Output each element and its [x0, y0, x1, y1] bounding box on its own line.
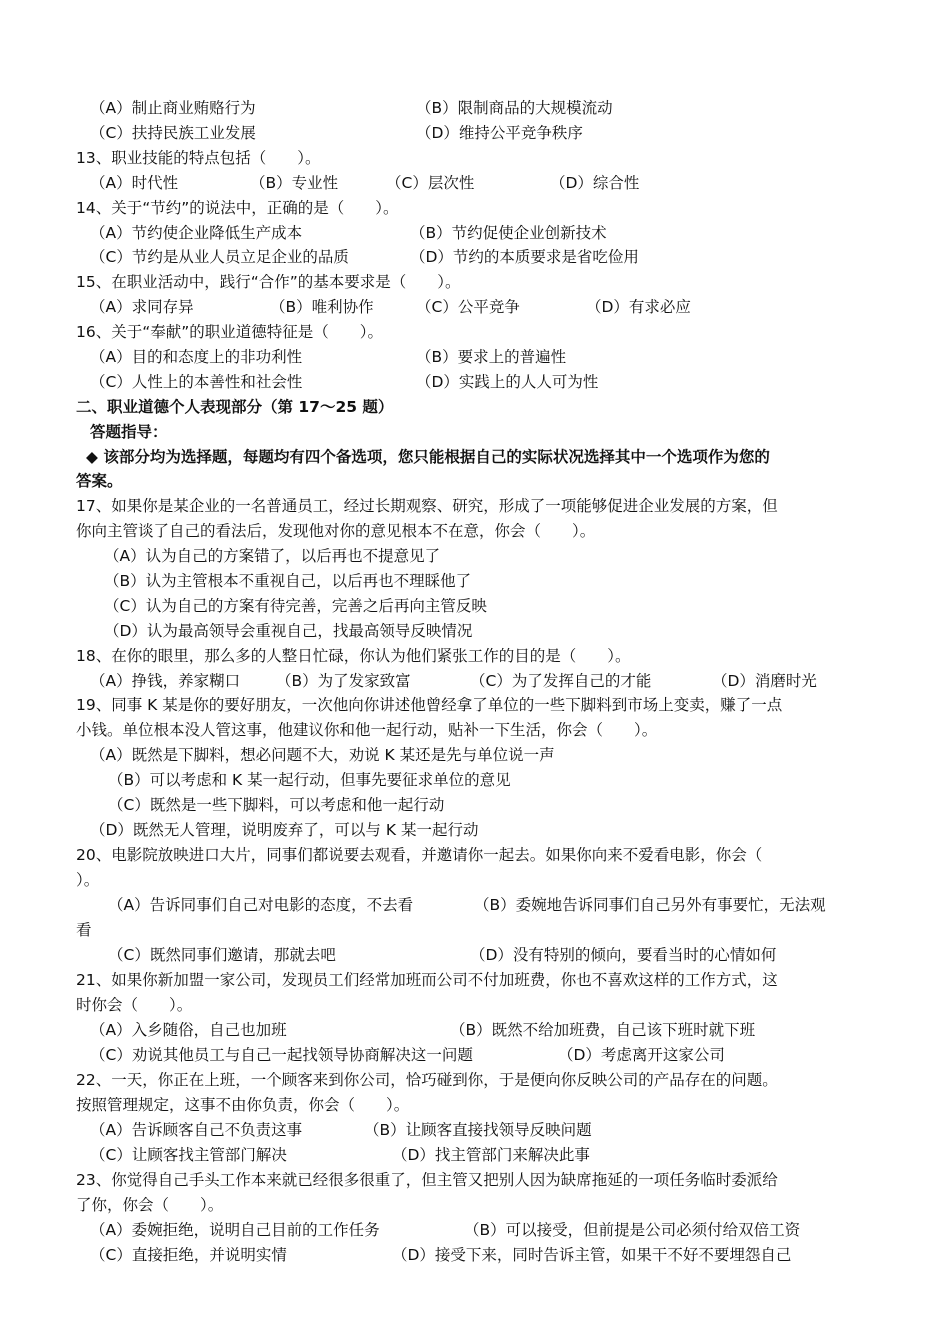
q17-option-a: （A）认为自己的方案错了，以后再也不提意见了 [104, 547, 441, 565]
q19-option-c: （C）既然是一些下脚料，可以考虑和他一起行动 [108, 796, 445, 814]
instruction-line-2: 答案。 [76, 472, 123, 490]
q18-option-d: （D）消磨时光 [712, 672, 817, 690]
q23-option-d: （D）接受下来，同时告诉主管，如果干不好不要埋怨自己 [392, 1246, 792, 1264]
q16-option-c: （C）人性上的本善性和社会性 [90, 373, 303, 391]
q22-option-d: （D）找主管部门来解决此事 [392, 1146, 590, 1164]
q19-option-a: （A）既然是下脚料，想必问题不大，劝说 K 某还是先与单位说一声 [90, 746, 555, 764]
q12-option-d: （D）维持公平竞争秩序 [416, 124, 583, 142]
q21-stem-line-1: 21、如果你新加盟一家公司，发现员工们经常加班而公司不付加班费，你也不喜欢这样的工作方式，这 [76, 971, 778, 989]
q18-option-a: （A）挣钱，养家糊口 [90, 672, 241, 690]
q22-stem-line-1: 22、一天，你正在上班，一个顾客来到你公司，恰巧碰到你，于是便向你反映公司的产品存在的问题。 [76, 1071, 778, 1089]
q14-stem: 14、关于“节约”的说法中，正确的是（ ）。 [76, 199, 399, 217]
q14-option-a: （A）节约使企业降低生产成本 [90, 224, 303, 242]
q14-option-c: （C）节约是从业人员立足企业的品质 [90, 248, 349, 266]
q15-option-b: （B）唯利协作 [270, 298, 374, 316]
q20-option-d: （D）没有特别的倾向，要看当时的心情如何 [470, 946, 777, 964]
q20-stem-line-2: ）。 [76, 871, 100, 889]
q13-option-d: （D）综合性 [550, 174, 640, 192]
q23-option-a: （A）委婉拒绝，说明自己目前的工作任务 [90, 1221, 380, 1239]
q14-option-b: （B）节约促使企业创新技术 [410, 224, 607, 242]
q13-option-b: （B）专业性 [250, 174, 339, 192]
q20-option-b: （B）委婉地告诉同事们自己另外有事要忙，无法观 [474, 896, 826, 914]
q16-stem: 16、关于“奉献”的职业道德特征是（ ）。 [76, 323, 384, 341]
q18-option-c: （C）为了发挥自己的才能 [470, 672, 652, 690]
q19-option-b: （B）可以考虑和 K 某一起行动，但事先要征求单位的意见 [108, 771, 511, 789]
q17-option-b: （B）认为主管根本不重视自己，以后再也不理睬他了 [104, 572, 472, 590]
q22-option-a: （A）告诉顾客自己不负责这事 [90, 1121, 303, 1139]
q12-option-b: （B）限制商品的大规模流动 [416, 99, 613, 117]
q22-option-b: （B）让顾客直接找领导反映问题 [364, 1121, 592, 1139]
q19-stem-line-1: 19、同事 K 某是你的要好朋友，一次他向你讲述他曾经拿了单位的一些下脚料到市场上变卖，赚了一点 [76, 696, 783, 714]
q23-option-b: （B）可以接受，但前提是公司必须付给双倍工资 [464, 1221, 801, 1239]
q22-option-c: （C）让顾客找主管部门解决 [90, 1146, 287, 1164]
q13-option-c: （C）层次性 [386, 174, 475, 192]
q20-option-a: （A）告诉同事们自己对电影的态度，不去看 [108, 896, 414, 914]
q12-option-c: （C）扶持民族工业发展 [90, 124, 256, 142]
q14-option-d: （D）节约的本质要求是省吃俭用 [410, 248, 639, 266]
q16-option-b: （B）要求上的普遍性 [416, 348, 567, 366]
q15-stem: 15、在职业活动中，践行“合作”的基本要求是（ ）。 [76, 273, 461, 291]
q15-option-a: （A）求同存异 [90, 298, 194, 316]
q17-option-d: （D）认为最高领导会重视自己，找最高领导反映情况 [104, 622, 473, 640]
q21-option-b: （B）既然不给加班费，自己该下班时就下班 [450, 1021, 756, 1039]
q21-option-c: （C）劝说其他员工与自己一起找领导协商解决这一问题 [90, 1046, 473, 1064]
q22-stem-line-2: 按照管理规定，这事不由你负责，你会（ ）。 [76, 1096, 410, 1114]
q13-stem: 13、职业技能的特点包括（ ）。 [76, 149, 321, 167]
q18-option-b: （B）为了发家致富 [276, 672, 411, 690]
q16-option-a: （A）目的和态度上的非功利性 [90, 348, 303, 366]
q21-stem-line-2: 时你会（ ）。 [76, 996, 193, 1014]
q19-stem-line-2: 小钱。单位根本没人管这事，他建议你和他一起行动，贴补一下生活，你会（ ）。 [76, 721, 658, 739]
q15-option-d: （D）有求必应 [586, 298, 691, 316]
q12-option-a: （A）制止商业贿赂行为 [90, 99, 256, 117]
q13-option-a: （A）时代性 [90, 174, 179, 192]
q16-option-d: （D）实践上的人人可为性 [416, 373, 599, 391]
q23-stem-line-2: 了你，你会（ ）。 [76, 1196, 224, 1214]
q17-stem-line-1: 17、如果你是某企业的一名普通员工，经过长期观察、研究，形成了一项能够促进企业发展的方案，但 [76, 497, 778, 515]
q20-option-c: （C）既然同事们邀请，那就去吧 [108, 946, 336, 964]
section-heading: 二、职业道德个人表现部分（第 17～25 题） [76, 398, 394, 416]
q20-option-b-cont: 看 [76, 921, 92, 939]
instruction-line-1: ◆ 该部分均为选择题，每题均有四个备选项，您只能根据自己的实际状况选择其中一个选项作为您的 [86, 448, 770, 466]
q15-option-c: （C）公平竞争 [416, 298, 520, 316]
q17-option-c: （C）认为自己的方案有待完善，完善之后再向主管反映 [104, 597, 487, 615]
q21-option-a: （A）入乡随俗，自己也加班 [90, 1021, 287, 1039]
q17-stem-line-2: 你向主管谈了自己的看法后，发现他对你的意见根本不在意，你会（ ）。 [76, 522, 596, 540]
q18-stem: 18、在你的眼里，那么多的人整日忙碌，你认为他们紧张工作的目的是（ ）。 [76, 647, 631, 665]
q19-option-d: （D）既然无人管理，说明废弃了，可以与 K 某一起行动 [90, 821, 479, 839]
q21-option-d: （D）考虑离开这家公司 [558, 1046, 725, 1064]
q23-stem-line-1: 23、你觉得自己手头工作本来就已经很多很重了，但主管又把别人因为缺席拖延的一项任务临时委派给 [76, 1171, 778, 1189]
q20-stem-line-1: 20、电影院放映进口大片，同事们都说要去观看，并邀请你一起去。如果你向来不爱看电影，你会（ [76, 846, 763, 864]
q23-option-c: （C）直接拒绝，并说明实情 [90, 1246, 287, 1264]
guide-heading: 答题指导： [90, 423, 168, 441]
